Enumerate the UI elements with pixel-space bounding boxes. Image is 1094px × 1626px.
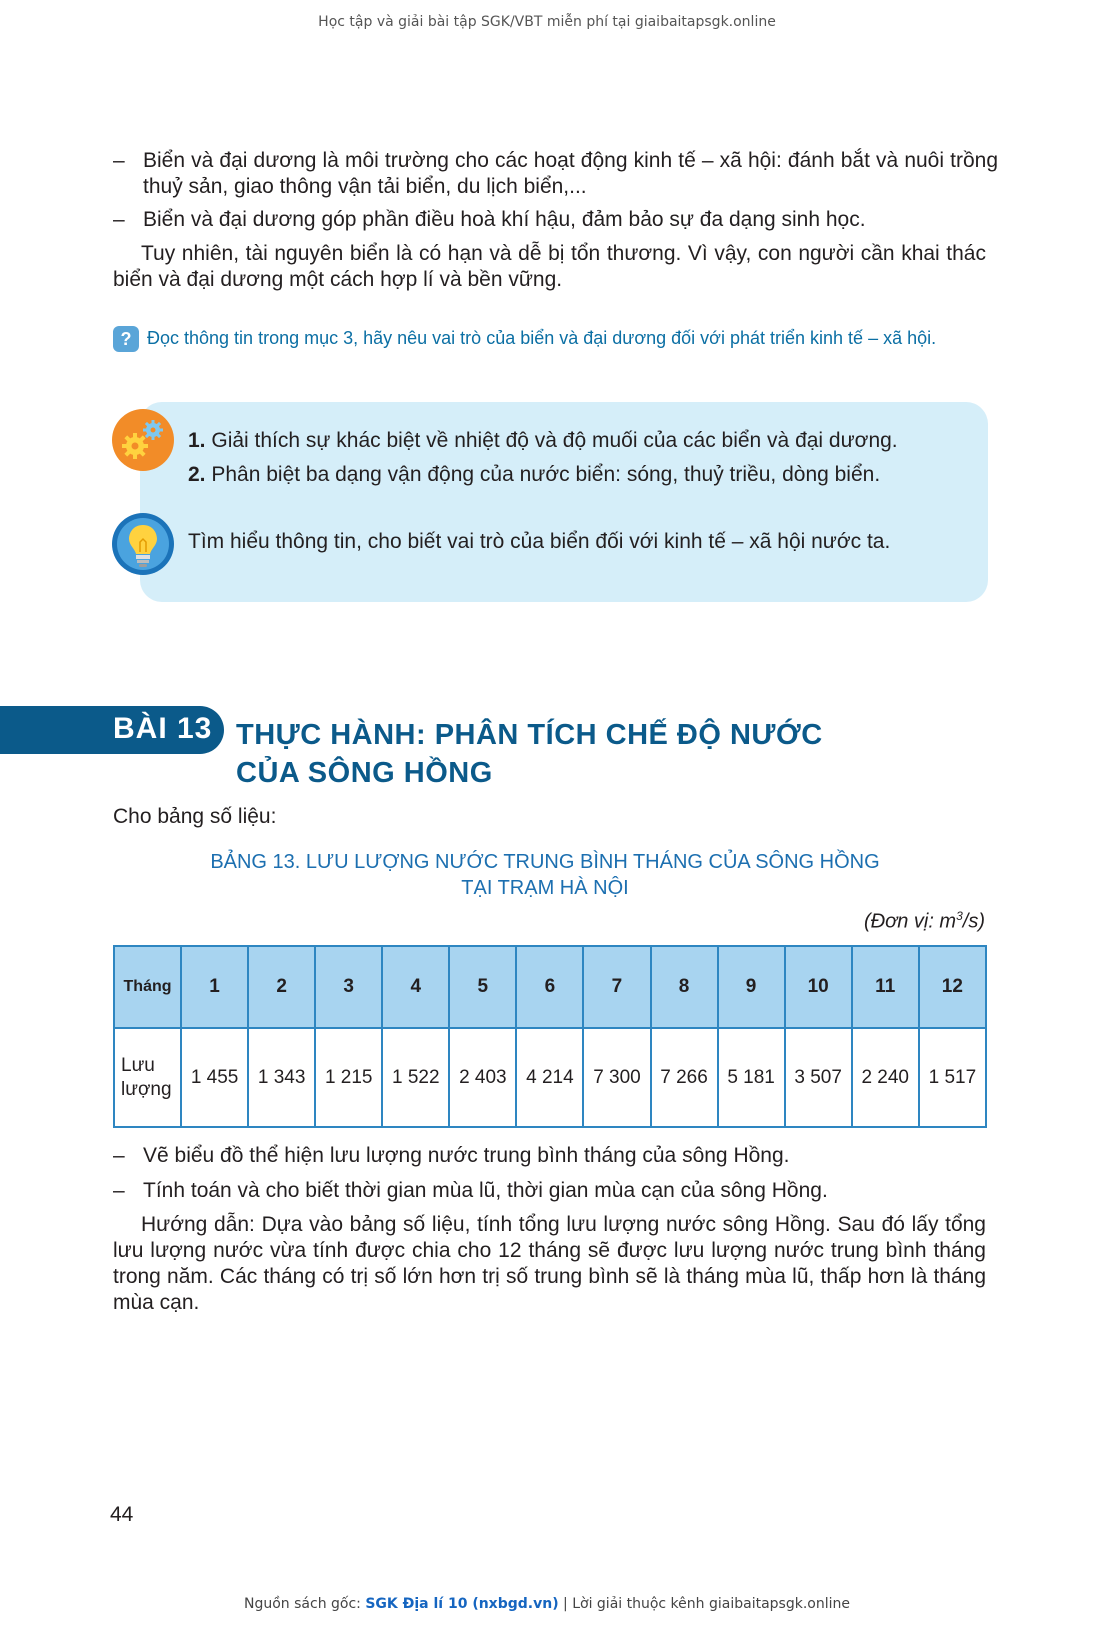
row-header-month: Tháng <box>114 946 181 1028</box>
bullet-item <box>113 148 998 200</box>
bullet-item <box>113 1143 993 1169</box>
flow-cell: 7 300 <box>583 1028 650 1127</box>
flow-cell: 1 522 <box>382 1028 449 1127</box>
month-cell: 9 <box>718 946 785 1028</box>
lesson-title <box>236 716 956 792</box>
unit-exponent: 3 <box>956 909 963 923</box>
footer-suffix: | Lời giải thuộc kênh giaibaitapsgk.online <box>558 1596 850 1612</box>
bullet-item <box>113 1178 993 1204</box>
bullet-dash: – <box>113 149 125 172</box>
practice-item-number: 2. <box>188 463 206 486</box>
unit-suffix: /s) <box>962 910 985 933</box>
flow-cell: 2 240 <box>852 1028 919 1127</box>
bullet-text: Biển và đại dương góp phần điều hoà khí hậu, đảm bảo sự đa dạng sinh học. <box>143 208 866 231</box>
lesson-title-line2: CỦA SÔNG HỒNG <box>236 757 493 789</box>
flow-cell: 1 343 <box>248 1028 315 1127</box>
lightbulb-icon <box>111 512 175 576</box>
month-cell: 11 <box>852 946 919 1028</box>
bullet-dash: – <box>113 1144 125 1167</box>
month-cell: 6 <box>516 946 583 1028</box>
bullet-dash: – <box>113 1179 125 1202</box>
practice-item <box>188 462 880 488</box>
bullet-text: Biển và đại dương là môi trường cho các hoạt động kinh tế – xã hội: đánh bắt và nuôi trồng thuỷ sản, giao thông vận tải biển, du lịch biển,... <box>143 149 998 198</box>
footer-note <box>0 1596 1094 1612</box>
body-paragraph: Tuy nhiên, tài nguyên biển là có hạn và dễ bị tổn thương. Vì vậy, con người cần khai thác biển và đại dương một cách hợp lí và bền vững. <box>113 242 986 291</box>
question-prompt <box>113 325 993 352</box>
practice-item-text: Giải thích sự khác biệt về nhiệt độ và độ muối của các biển và đại dương. <box>211 429 898 452</box>
month-cell: 10 <box>785 946 852 1028</box>
unit-prefix: (Đơn vị: m <box>864 910 957 933</box>
flow-cell: 1 215 <box>315 1028 382 1127</box>
practice-item <box>188 428 898 454</box>
month-cell: 8 <box>651 946 718 1028</box>
flow-table <box>113 945 987 1128</box>
month-cell: 7 <box>583 946 650 1028</box>
lesson-title-line1: THỰC HÀNH: PHÂN TÍCH CHẾ ĐỘ NƯỚC <box>236 719 823 751</box>
table-title-line1: BẢNG 13. LƯU LƯỢNG NƯỚC TRUNG BÌNH THÁNG CỦA SÔNG HỒNG <box>210 851 880 873</box>
practice-item-text: Phân biệt ba dạng vận động của nước biển: sóng, thuỷ triều, dòng biển. <box>211 463 881 486</box>
flow-cell: 4 214 <box>516 1028 583 1127</box>
footer-source-link[interactable]: SGK Địa lí 10 (nxbgd.vn) <box>365 1596 559 1612</box>
guide-paragraph: Hướng dẫn: Dựa vào bảng số liệu, tính tổng lưu lượng nước sông Hồng. Sau đó lấy tổng lưu lượng nước vừa tính được chia cho 12 tháng sẽ được lưu lượng nước trung bình tháng trong năm. Các tháng có trị số lớn hơn trị số trung bình sẽ là tháng mùa lũ, thấp hơn là tháng mùa cạn. <box>113 1213 986 1314</box>
bullet-dash: – <box>113 208 125 231</box>
lesson-number: BÀI 13 <box>113 712 213 745</box>
question-icon: ? <box>113 326 139 352</box>
header-note: Học tập và giải bài tập SGK/VBT miễn phí tại giaibaitapsgk.online <box>318 14 776 30</box>
flow-cell: 1 455 <box>181 1028 248 1127</box>
table-unit <box>700 909 985 934</box>
bullet-text: Tính toán và cho biết thời gian mùa lũ, thời gian mùa cạn của sông Hồng. <box>143 1179 828 1202</box>
footer-prefix: Nguồn sách gốc: <box>244 1596 366 1612</box>
bullet-text: Vẽ biểu đồ thể hiện lưu lượng nước trung bình tháng của sông Hồng. <box>143 1144 790 1167</box>
flow-cell: 5 181 <box>718 1028 785 1127</box>
practice-item-number: 1. <box>188 429 206 452</box>
apply-text: Tìm hiểu thông tin, cho biết vai trò của biển đối với kinh tế – xã hội nước ta. <box>188 530 891 553</box>
month-cell: 2 <box>248 946 315 1028</box>
row-header-flow: Lưu lượng <box>114 1028 181 1127</box>
flow-cell: 2 403 <box>449 1028 516 1127</box>
table-row <box>114 946 986 1028</box>
question-text: Đọc thông tin trong mục 3, hãy nêu vai trò của biển và đại dương đối với phát triển kinh tế – xã hội. <box>147 328 937 348</box>
month-cell: 3 <box>315 946 382 1028</box>
bullet-item <box>113 207 993 233</box>
intro-text: Cho bảng số liệu: <box>113 805 277 828</box>
gears-icon <box>111 408 175 472</box>
page-number: 44 <box>110 1503 134 1526</box>
table-title-line2: TẠI TRẠM HÀ NỘI <box>461 877 629 899</box>
flow-cell: 7 266 <box>651 1028 718 1127</box>
table-title <box>150 849 940 901</box>
table-row <box>114 1028 986 1127</box>
month-cell: 5 <box>449 946 516 1028</box>
flow-cell: 3 507 <box>785 1028 852 1127</box>
month-cell: 12 <box>919 946 986 1028</box>
month-cell: 1 <box>181 946 248 1028</box>
flow-cell: 1 517 <box>919 1028 986 1127</box>
month-cell: 4 <box>382 946 449 1028</box>
